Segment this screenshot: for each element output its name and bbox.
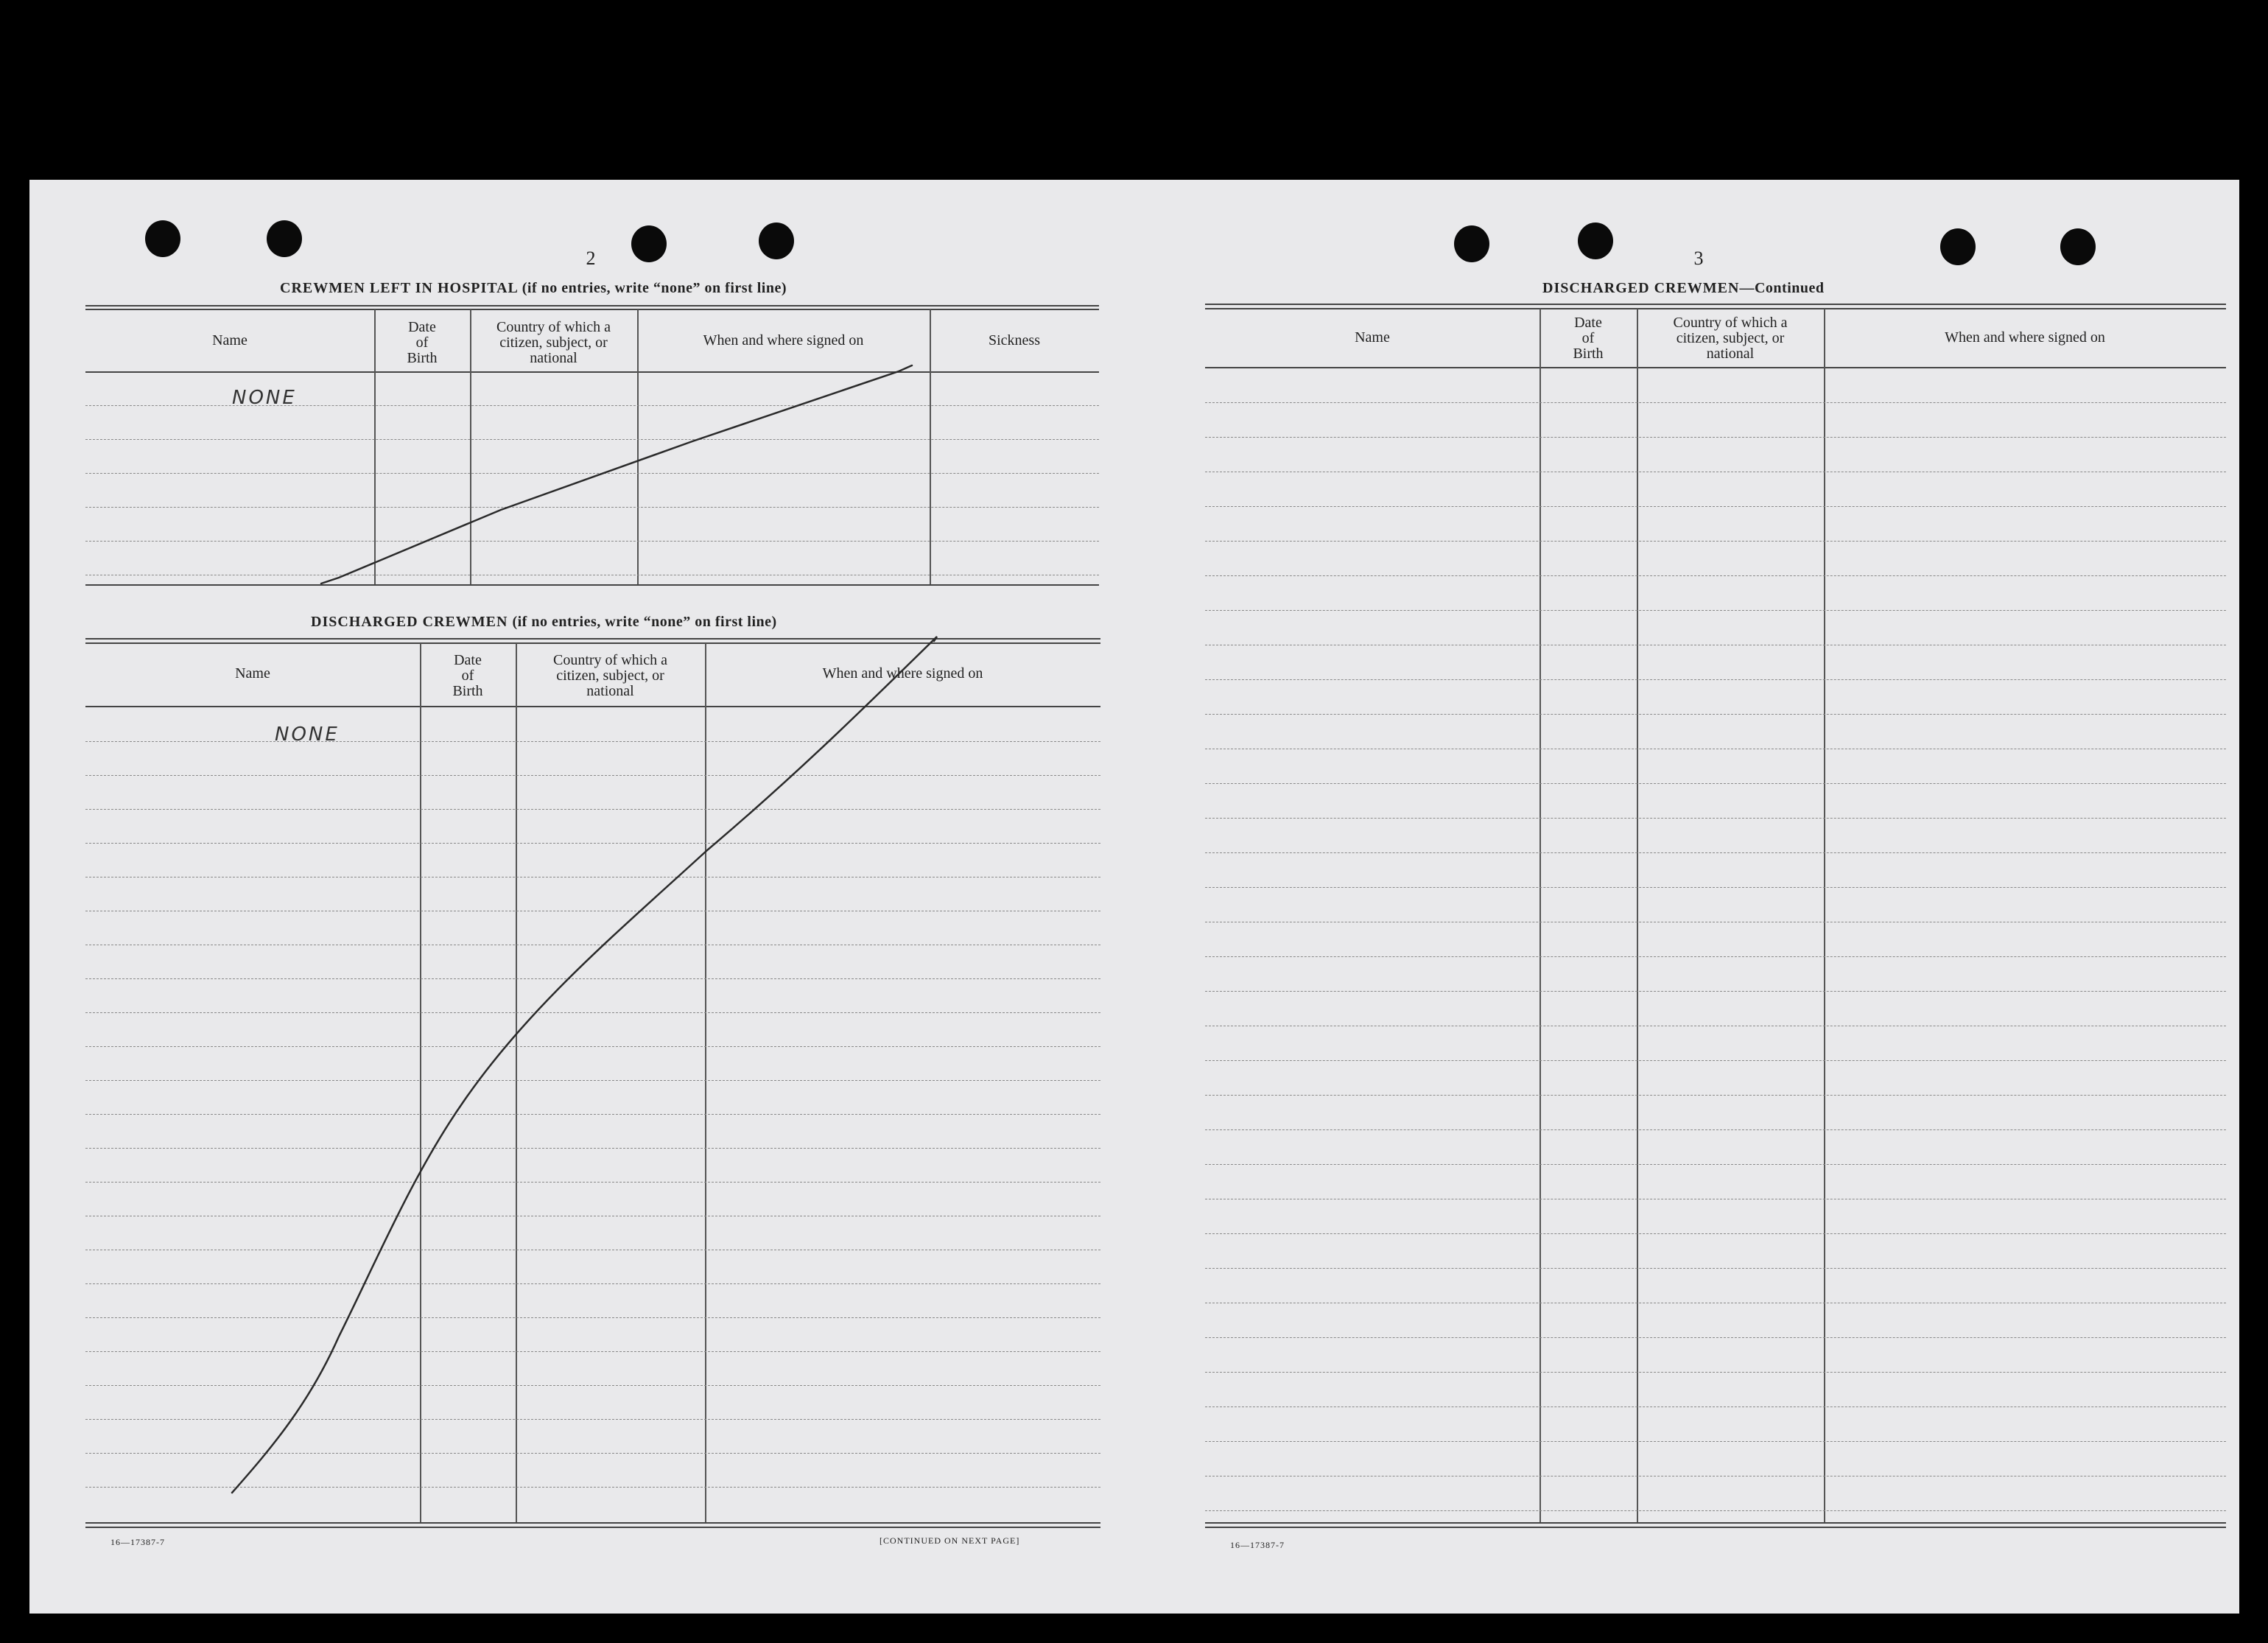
column-header-signed-on: When and where signed on	[1945, 329, 2105, 346]
handwritten-cancel-strokes	[29, 180, 2239, 1614]
column-header-signed-on: When and where signed on	[703, 332, 864, 348]
discharged-handwritten-none: NONE	[275, 724, 340, 746]
left-form-code: 16—17387-7	[110, 1537, 165, 1547]
column-header-date-of-birth: Date of Birth	[452, 652, 483, 699]
hospital-handwritten-none: NONE	[232, 387, 297, 409]
column-header-signed-on: When and where signed on	[822, 665, 983, 682]
column-header-country: Country of which a citizen, subject, or national	[553, 652, 667, 699]
column-header-date-of-birth: Date of Birth	[407, 319, 438, 366]
column-header-country: Country of which a citizen, subject, or national	[496, 319, 611, 366]
continued-note: [CONTINUED ON NEXT PAGE]	[880, 1535, 1020, 1546]
discharged-section-title: DISCHARGED CREWMEN (if no entries, write “none” on first line)	[311, 614, 777, 630]
form-sheet	[29, 180, 2239, 1614]
right-form-code: 16—17387-7	[1230, 1540, 1285, 1550]
column-header-name: Name	[235, 665, 270, 682]
discharged-cancel-stroke	[232, 637, 937, 1493]
column-header-date-of-birth: Date of Birth	[1573, 315, 1604, 362]
column-header-sickness: Sickness	[989, 332, 1040, 348]
hospital-cancel-stroke	[321, 365, 912, 584]
right-section-title: DISCHARGED CREWMEN—Continued	[1542, 280, 1825, 296]
column-header-country: Country of which a citizen, subject, or national	[1673, 315, 1788, 362]
left-page-number: 2	[586, 248, 596, 269]
hospital-section-title: CREWMEN LEFT IN HOSPITAL (if no entries, write “none” on first line)	[280, 280, 787, 296]
right-page-number: 3	[1693, 248, 1704, 269]
column-header-name: Name	[212, 332, 247, 348]
column-header-name: Name	[1355, 329, 1390, 346]
